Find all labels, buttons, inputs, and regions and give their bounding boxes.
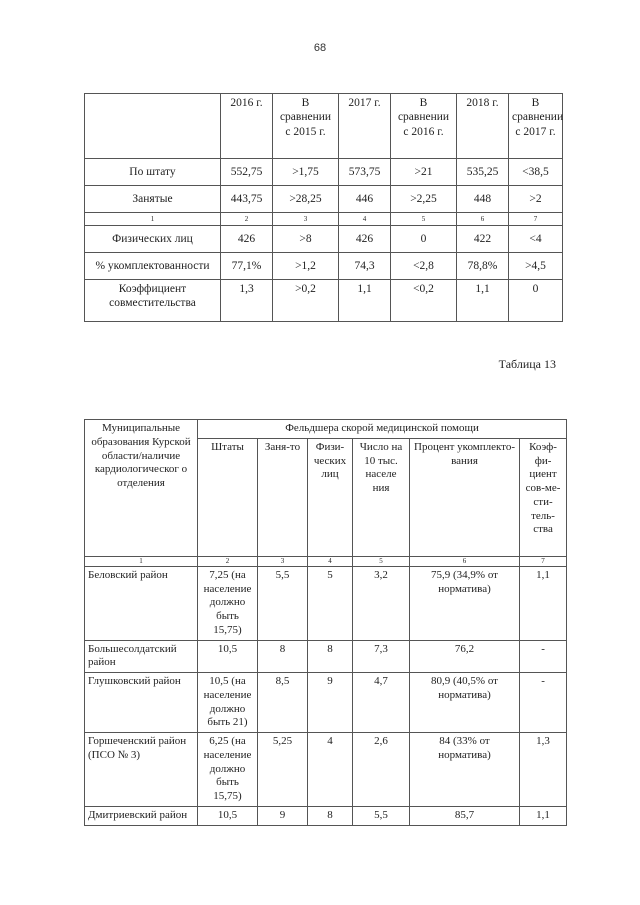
table-cell: 4,7 [353,673,410,733]
column-number-row [85,556,567,566]
table-header-row [85,94,563,159]
table-header-cell [85,94,221,159]
table-cell: >28,25 [273,186,339,213]
table-cell: 78,8% [457,253,509,280]
table-cell: 1,3 [520,733,567,807]
municipality-header: Муниципальные образования Курской области/наличие кардиологическог о отделения [85,420,198,557]
column-number: 4 [339,213,391,226]
table-cell: >2,25 [391,186,457,213]
table-cell: >8 [273,226,339,253]
group-header: Фельдшера скорой медицинской помощи [198,420,567,439]
table-cell: 443,75 [221,186,273,213]
row-label: По штату [85,159,221,186]
table-cell: 535,25 [457,159,509,186]
table-cell: 8 [308,806,353,825]
column-number: 7 [520,556,567,566]
table-cell: 85,7 [410,806,520,825]
column-number: 2 [198,556,258,566]
table-header-cell: 2016 г. [221,94,273,159]
table-cell: >1,2 [273,253,339,280]
table-cell: 10,5 (на население должно быть 21) [198,673,258,733]
table-cell: 80,9 (40,5% от норматива) [410,673,520,733]
table-cell: 8 [308,640,353,673]
table-header-cell: 2017 г. [339,94,391,159]
table-cell: 5 [308,566,353,640]
column-number: 3 [258,556,308,566]
table-row [85,806,567,825]
municipality-name: Горшеченский район (ПСО № 3) [85,733,198,807]
table-cell: >1,75 [273,159,339,186]
table-cell: 4 [308,733,353,807]
table-cell: <0,2 [391,280,457,322]
municipality-name: Дмитриевский район [85,806,198,825]
table-cell: 1,3 [221,280,273,322]
table-row [85,226,563,253]
table-cell: 5,25 [258,733,308,807]
table-row [85,280,563,322]
table-caption: Таблица 13 [498,357,556,371]
table-cell: 76,2 [410,640,520,673]
municipality-name: Глушковский район [85,673,198,733]
table-cell: 1,1 [520,806,567,825]
column-number: 6 [410,556,520,566]
table-cell: 448 [457,186,509,213]
column-number: 2 [221,213,273,226]
page-number: 68 [313,42,327,54]
sub-header-cell: Физи-ческих лиц [308,438,353,556]
table-cell: 426 [339,226,391,253]
table-cell: 573,75 [339,159,391,186]
table-cell: 9 [308,673,353,733]
column-number: 6 [457,213,509,226]
table-cell: 5,5 [258,566,308,640]
table-cell: <4 [509,226,563,253]
table-cell: 446 [339,186,391,213]
column-number: 1 [85,213,221,226]
paramedic-staffing-table [84,419,567,826]
table-cell: 5,5 [353,806,410,825]
table-header-cell: В сравнении с 2015 г. [273,94,339,159]
table-row [85,159,563,186]
municipality-name: Беловский район [85,566,198,640]
table-cell: 552,75 [221,159,273,186]
sub-header-cell: Штаты [198,438,258,556]
table-row [85,566,567,640]
table-cell: 77,1% [221,253,273,280]
table-cell: 1,1 [339,280,391,322]
table-cell: - [520,673,567,733]
table-cell: 1,1 [457,280,509,322]
row-label: Физических лиц [85,226,221,253]
table-cell: 84 (33% от норматива) [410,733,520,807]
column-number-row [85,213,563,226]
table-cell: <2,8 [391,253,457,280]
column-number: 7 [509,213,563,226]
table-cell: 1,1 [520,566,567,640]
column-number: 5 [353,556,410,566]
table-cell: 74,3 [339,253,391,280]
staffing-comparison-table [84,93,563,322]
column-number: 1 [85,556,198,566]
row-label: Коэффициент совместительства [85,280,221,322]
table-cell: 75,9 (34,9% от норматива) [410,566,520,640]
table-cell: - [520,640,567,673]
column-number: 5 [391,213,457,226]
table-row [85,640,567,673]
table-row [85,733,567,807]
table-row [85,186,563,213]
table-cell: 7,3 [353,640,410,673]
table-row [85,673,567,733]
table-header-cell: В сравнении с 2017 г. [509,94,563,159]
table-cell: 8,5 [258,673,308,733]
table-cell: >2 [509,186,563,213]
group-header-row [85,420,567,439]
table-cell: 3,2 [353,566,410,640]
sub-header-cell: Процент укомплекто-вания [410,438,520,556]
table-cell: >21 [391,159,457,186]
table-header-cell: В сравнении с 2016 г. [391,94,457,159]
table-cell: 9 [258,806,308,825]
table-cell: 8 [258,640,308,673]
table-cell: 6,25 (на население должно быть 15,75) [198,733,258,807]
sub-header-cell: Коэф-фи-циент сов-ме-сти-тель-ства [520,438,567,556]
table-row [85,253,563,280]
municipality-name: Большесолдатский район [85,640,198,673]
table-cell: 10,5 [198,640,258,673]
table-cell: 0 [391,226,457,253]
table-cell: >4,5 [509,253,563,280]
column-number: 3 [273,213,339,226]
row-label: Занятые [85,186,221,213]
column-number: 4 [308,556,353,566]
row-label: % укомплектованности [85,253,221,280]
table-header-cell: 2018 г. [457,94,509,159]
sub-header-cell: Число на 10 тыс. населе ния [353,438,410,556]
table-cell: 7,25 (на население должно быть 15,75) [198,566,258,640]
table-cell: 0 [509,280,563,322]
table-cell: 2,6 [353,733,410,807]
table-cell: 422 [457,226,509,253]
table-cell: >0,2 [273,280,339,322]
sub-header-cell: Заня-то [258,438,308,556]
table-cell: 10,5 [198,806,258,825]
table-cell: 426 [221,226,273,253]
table-cell: <38,5 [509,159,563,186]
